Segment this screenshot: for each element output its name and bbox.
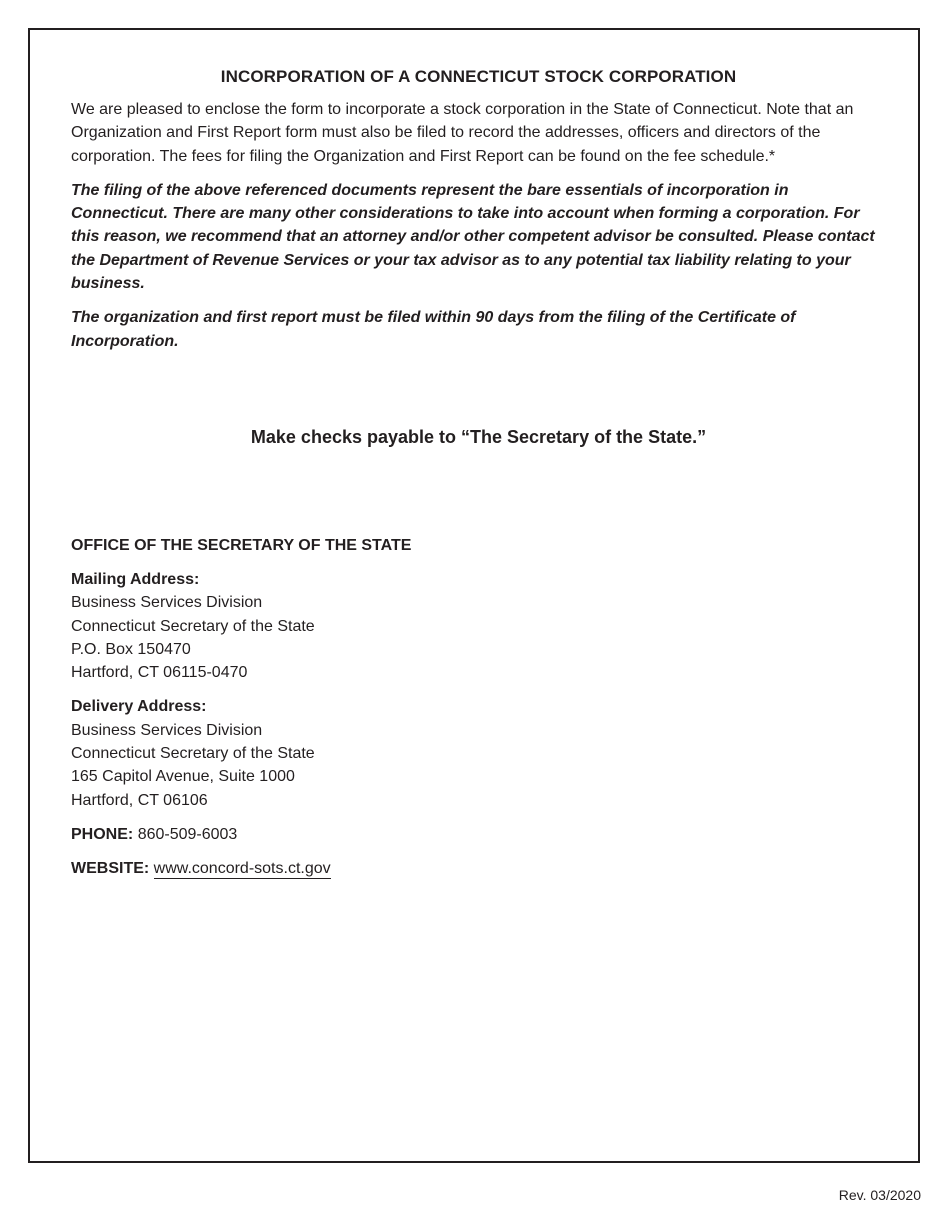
notice-considerations: The filing of the above referenced documents represent the bare essentials of incorporation in Connecticut. There are many other considerations to take into account when forming a corporation. For this reason, we recommend that an attorney and/or other competent advisor be consulted. Please contact the Department of Revenue Services or your tax advisor as to any potential tax liability relating to your business. — [71, 181, 875, 293]
delivery-address-line: Hartford, CT 06106 — [71, 791, 208, 809]
document-title: INCORPORATION OF A CONNECTICUT STOCK CORPORATION — [220, 67, 737, 86]
delivery-address-label: Delivery Address: — [71, 698, 207, 716]
delivery-address-line: 165 Capitol Avenue, Suite 1000 — [71, 768, 295, 786]
delivery-address-line: Connecticut Secretary of the State — [71, 745, 315, 763]
checks-payable-note: Make checks payable to “The Secretary of the State.” — [250, 426, 707, 447]
mailing-address — [71, 568, 886, 684]
mailing-address-line: Hartford, CT 06115-0470 — [71, 664, 248, 682]
phone-number: 860-509-6003 — [137, 825, 238, 843]
phone-row — [71, 823, 886, 846]
intro-paragraph: We are pleased to enclose the form to incorporate a stock corporation in the State of Connecticut. Note that an Organization and First Report form must also be filed to record the addresses, officers and directors of the corporation. The fees for filing the Organization and First Report can be found on the fee schedule.* — [71, 101, 854, 165]
mailing-address-line: Business Services Division — [71, 594, 263, 612]
mailing-address-line: Connecticut Secretary of the State — [71, 617, 315, 635]
revision-date: Rev. 03/2020 — [838, 1187, 921, 1203]
website-label: WEBSITE: — [71, 859, 150, 877]
document-body — [71, 64, 886, 880]
phone-label: PHONE: — [71, 825, 134, 843]
notice-filing-deadline: The organization and first report must be filed within 90 days from the filing of the Certificate of Incorporation. — [71, 309, 796, 350]
website-link[interactable]: www.concord-sots.ct.gov — [153, 859, 331, 877]
office-heading: OFFICE OF THE SECRETARY OF THE STATE — [71, 536, 412, 554]
website-row — [71, 857, 886, 880]
mailing-address-line: P.O. Box 150470 — [71, 640, 191, 658]
delivery-address — [71, 695, 886, 811]
delivery-address-line: Business Services Division — [71, 721, 263, 739]
mailing-address-label: Mailing Address: — [71, 570, 200, 588]
